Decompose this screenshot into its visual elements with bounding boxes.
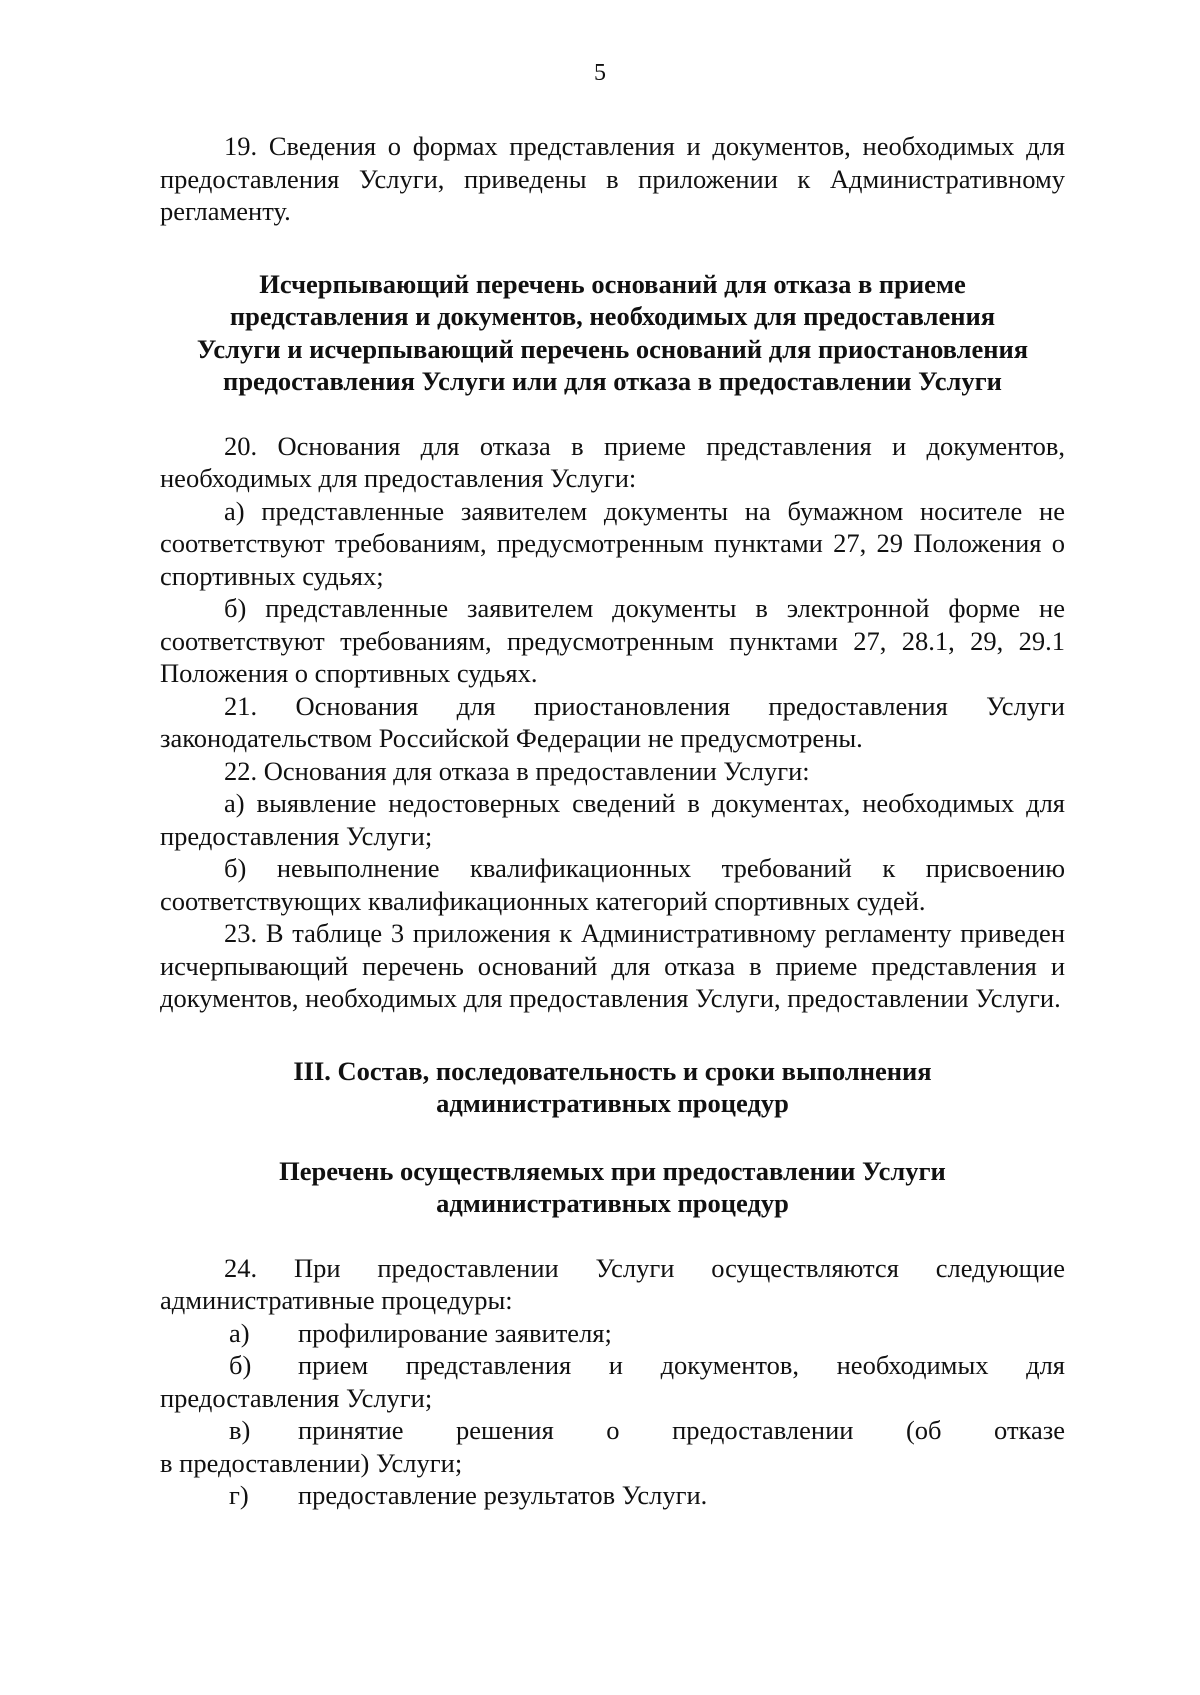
list-continuation: предоставления Услуги; — [160, 1382, 433, 1413]
heading-line: административных процедур — [436, 1088, 789, 1118]
list-marker: б) — [229, 1350, 252, 1380]
list-text: профилирование заявителя; — [298, 1317, 612, 1348]
list-text: предоставление результатов Услуги. — [298, 1480, 708, 1510]
list-text: принятие решения о предоставлении (об отказе — [298, 1415, 1065, 1445]
paragraph-22: 22. Основания для отказа в предоставлении Услуги: — [224, 755, 810, 786]
heading-line: Услуги и исчерпывающий перечень оснований для приостановления — [196, 333, 1029, 364]
heading-section-3 — [160, 1055, 1065, 1120]
paragraph-23: 23. В таблице 3 приложения к Административному регламенту приведен исчерпывающий перечень оснований для отказа в приеме представления и документов, необходимых для предоставления Услуги, предоставлении Услуги. — [160, 918, 1065, 1013]
paragraph-24: 24. При предоставлении Услуги осуществляются следующие административные процедуры: — [160, 1252, 1065, 1315]
list-item — [160, 1349, 1065, 1382]
heading-refusal-grounds — [160, 268, 1065, 398]
heading-line: Исчерпывающий перечень оснований для отказа в приеме — [259, 268, 966, 299]
paragraph-19: 19. Сведения о формах представления и документов, необходимых для предоставления Услуги, приведены в приложении к Административному регламенту. — [160, 131, 1065, 226]
list-marker: г) — [229, 1480, 249, 1510]
list-item — [160, 1414, 1065, 1447]
heading-line: представления и документов, необходимых для предоставления — [229, 301, 996, 331]
heading-line: предоставления Услуги или для отказа в предоставлении Услуги — [223, 366, 1002, 396]
paragraph-20-b: б) представленные заявителем документы в электронной форме не соответствуют требованиям, предусмотренным пунктами 27, 28.1, 29, 29.1 Положения о спортивных судьях. — [160, 593, 1065, 688]
document-body — [160, 130, 1065, 1512]
heading-line: III. Состав, последовательность и сроки выполнения — [293, 1055, 932, 1086]
heading-procedures-list — [160, 1155, 1065, 1220]
paragraph-22-b: б) невыполнение квалификационных требований к присвоению соответствующих квалификационных категорий спортивных судей. — [160, 853, 1065, 916]
list-marker: а) — [229, 1317, 250, 1348]
list-text: прием представления и документов, необходимых для — [298, 1350, 1065, 1380]
list-item — [160, 1479, 1065, 1512]
list-continuation: в предоставлении) Услуги; — [160, 1447, 463, 1478]
heading-line: Перечень осуществляемых при предоставлении Услуги — [279, 1155, 946, 1186]
list-item — [160, 1317, 1065, 1350]
paragraph-21: 21. Основания для приостановления предоставления Услуги законодательством Российской Федерации не предусмотрены. — [160, 690, 1065, 753]
page-number: 5 — [594, 60, 606, 86]
paragraph-20-a: а) представленные заявителем документы на бумажном носителе не соответствуют требованиям, предусмотренным пунктами 27, 29 Положения о спортивных судьях; — [160, 495, 1065, 591]
list-marker: в) — [229, 1415, 251, 1445]
heading-line: административных процедур — [436, 1188, 789, 1218]
paragraph-20: 20. Основания для отказа в приеме представления и документов, необходимых для предоставления Услуги: — [160, 430, 1065, 493]
paragraph-22-a: а) выявление недостоверных сведений в документах, необходимых для предоставления Услуги; — [160, 788, 1065, 851]
